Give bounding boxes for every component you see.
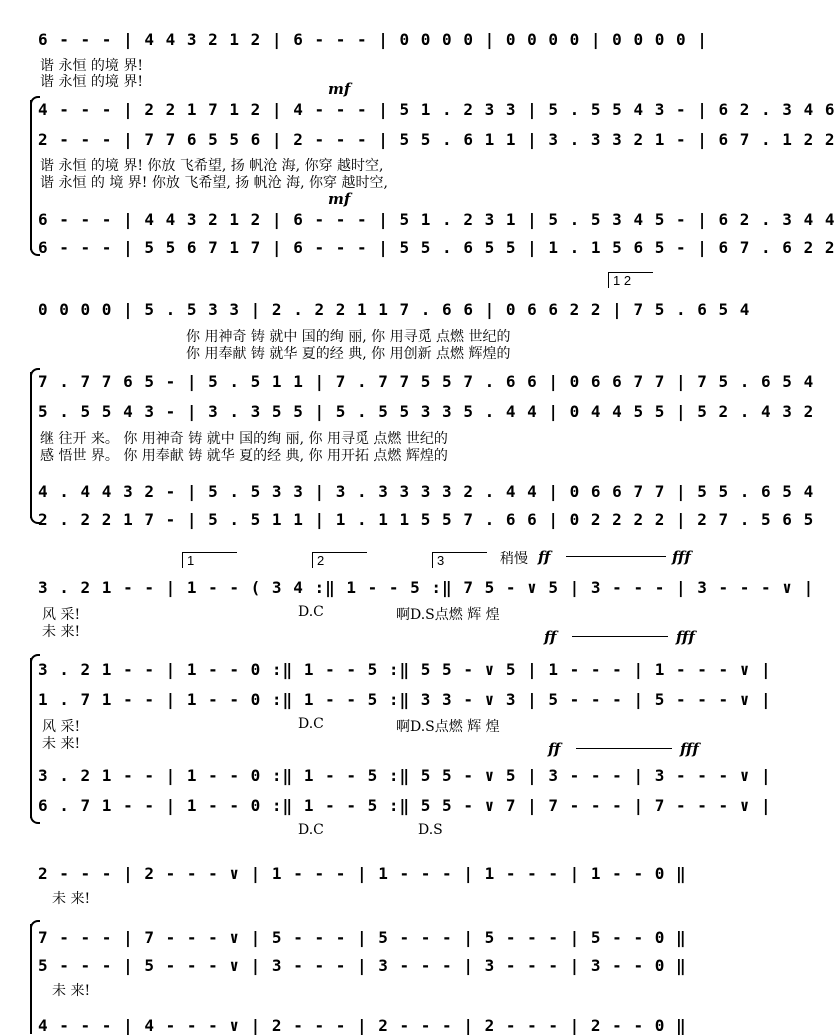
crescendo-hairpin xyxy=(566,556,666,563)
crescendo-hairpin xyxy=(576,748,672,755)
lyric-line: 谐 永恒 的 境 界! 你放 飞希望, 扬 帆沧 海, 你穿 越时空, xyxy=(40,175,388,191)
bracket xyxy=(30,372,38,518)
ds-phrase: 啊D.S点燃 辉 煌 xyxy=(396,719,500,735)
lyric-line: 未 来! xyxy=(52,983,91,999)
notes-line: 5 - - - | 5 - - - ∨ | 3 - - - | 3 - - - | 3 - - - | 3 - - 0 ‖ xyxy=(38,956,687,975)
notes-line: 4 . 4 4 3 2 - | 5 . 5 3 3 | 3 . 3 3 3 3 2 . 4 4 | 0 6 6 7 7 | 5 5 . 6 5 4 xyxy=(38,482,815,501)
notes-line: 4 - - - | 4 - - - ∨ | 2 - - - | 2 - - - | 2 - - - | 2 - - 0 ‖ xyxy=(38,1016,687,1035)
notes-line: 6 - - - | 4 4 3 2 1 2 | 6 - - - | 5 1 . 2 3 1 | 5 . 5 3 4 5 - | 6 2 . 3 4 4 xyxy=(38,210,835,229)
volta-bracket: 3 xyxy=(432,552,487,568)
dynamic-marking: ff xyxy=(538,548,551,566)
dynamic-marking: mf xyxy=(328,190,351,208)
dynamic-marking: mf xyxy=(328,80,351,98)
notes-line: 6 - - - | 5 5 6 7 1 7 | 6 - - - | 5 5 . 6 5 5 | 1 . 1 5 6 5 - | 6 7 . 6 2 2 xyxy=(38,238,835,257)
notes-line: 3 . 2 1 - - | 1 - - 0 :‖ 1 - - 5 :‖ 5 5 - ∨ 5 | 3 - - - | 3 - - - ∨ | xyxy=(38,766,772,785)
dynamic-marking: fff xyxy=(672,548,691,566)
notes-line: 2 - - - | 7 7 6 5 5 6 | 2 - - - | 5 5 . 6 1 1 | 3 . 3 3 2 1 - | 6 7 . 1 2 2 xyxy=(38,130,835,149)
ds-marking: D.S xyxy=(418,822,443,838)
lyric-line: 风 采! xyxy=(42,719,81,735)
lyric-line: 谐 永恒 的境 界! 你放 飞希望, 扬 帆沧 海, 你穿 越时空, xyxy=(40,158,384,174)
volta-bracket: 2 xyxy=(312,552,367,568)
lyric-line: 未 来! xyxy=(52,891,91,907)
dc-marking: D.C xyxy=(298,604,324,620)
bracket xyxy=(30,100,38,250)
notes-line: 2 . 2 2 1 7 - | 5 . 5 1 1 | 1 . 1 1 5 5 7 . 6 6 | 0 2 2 2 2 | 2 7 . 5 6 5 xyxy=(38,510,815,529)
notes-line: 7 . 7 7 6 5 - | 5 . 5 1 1 | 7 . 7 7 5 5 7 . 6 6 | 0 6 6 7 7 | 7 5 . 6 5 4 xyxy=(38,372,815,391)
bracket xyxy=(30,816,40,824)
dc-marking: D.C xyxy=(298,716,324,732)
lyric-line: 风 采! xyxy=(42,607,81,623)
volta-bracket: 1 2 xyxy=(608,272,653,288)
dynamic-marking: ff xyxy=(548,740,561,758)
bracket xyxy=(30,658,38,818)
lyric-line: 谐 永恒 的境 界! xyxy=(40,58,143,74)
bracket xyxy=(30,924,38,1034)
volta-bracket: 1 xyxy=(182,552,237,568)
lyric-line: 未 来! xyxy=(42,736,81,752)
lyric-line: 感 悟世 界。 你 用奉献 铸 就华 夏的经 典, 你 用开拓 点燃 辉煌的 xyxy=(40,448,448,464)
lyric-line: 未 来! xyxy=(42,624,81,640)
lyric-line: 你 用神奇 铸 就中 国的绚 丽, 你 用寻觅 点燃 世纪的 xyxy=(186,329,511,345)
notes-line: 6 . 7 1 - - | 1 - - 0 :‖ 1 - - 5 :‖ 5 5 - ∨ 7 | 7 - - - | 7 - - - ∨ | xyxy=(38,796,772,815)
lyric-line: 谐 永恒 的境 界! xyxy=(40,74,143,90)
notes-line: 2 - - - | 2 - - - ∨ | 1 - - - | 1 - - - | 1 - - - | 1 - - 0 ‖ xyxy=(38,864,687,883)
dynamic-marking: fff xyxy=(680,740,699,758)
lyric-line: 你 用奉献 铸 就华 夏的经 典, 你 用创新 点燃 辉煌的 xyxy=(186,346,511,362)
notes-line: 5 . 5 5 4 3 - | 3 . 3 5 5 | 5 . 5 5 3 3 5 . 4 4 | 0 4 4 5 5 | 5 2 . 4 3 2 xyxy=(38,402,815,421)
crescendo-hairpin xyxy=(572,636,668,643)
notes-line: 3 . 2 1 - - | 1 - - ( 3 4 :‖ 1 - - 5 :‖ 7 5 - ∨ 5 | 3 - - - | 3 - - - ∨ | xyxy=(38,578,815,597)
dynamic-marking: ff xyxy=(544,628,557,646)
notes-line: 1 . 7 1 - - | 1 - - 0 :‖ 1 - - 5 :‖ 3 3 - ∨ 3 | 5 - - - | 5 - - - ∨ | xyxy=(38,690,772,709)
tempo-marking: 稍慢 xyxy=(500,551,528,567)
dc-marking: D.C xyxy=(298,822,324,838)
ds-phrase: 啊D.S点燃 辉 煌 xyxy=(396,607,500,623)
dynamic-marking: fff xyxy=(676,628,695,646)
notes-line: 4 - - - | 2 2 1 7 1 2 | 4 - - - | 5 1 . 2 3 3 | 5 . 5 5 4 3 - | 6 2 . 3 4 6 xyxy=(38,100,835,119)
notes-line: 0 0 0 0 | 5 . 5 3 3 | 2 . 2 2 1 1 7 . 6 6 | 0 6 6 2 2 | 7 5 . 6 5 4 xyxy=(38,300,751,319)
notes-line: 6 - - - | 4 4 3 2 1 2 | 6 - - - | 0 0 0 0 | 0 0 0 0 | 0 0 0 0 | xyxy=(38,30,708,49)
notes-line: 3 . 2 1 - - | 1 - - 0 :‖ 1 - - 5 :‖ 5 5 - ∨ 5 | 1 - - - | 1 - - - ∨ | xyxy=(38,660,772,679)
notes-line: 7 - - - | 7 - - - ∨ | 5 - - - | 5 - - - | 5 - - - | 5 - - 0 ‖ xyxy=(38,928,687,947)
lyric-line: 继 往开 来。 你 用神奇 铸 就中 国的绚 丽, 你 用寻觅 点燃 世纪的 xyxy=(40,431,448,447)
